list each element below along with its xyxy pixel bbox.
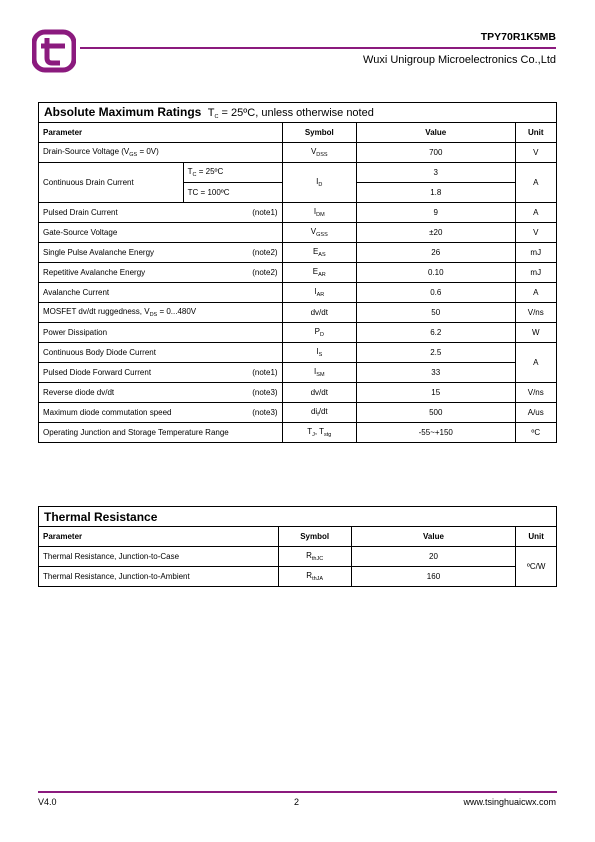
unit-cell: W bbox=[515, 323, 557, 343]
param-cell: Reverse diode dv/dt (note3) bbox=[39, 383, 283, 403]
value-cell: 2.5 bbox=[357, 343, 515, 363]
table-title: Thermal Resistance bbox=[44, 509, 158, 524]
unit-cell: A bbox=[515, 283, 557, 303]
symbol-cell: $I_D$ bbox=[282, 163, 356, 203]
unit-cell: V bbox=[515, 223, 557, 243]
param-cell: Thermal Resistance, Junction-to-Ambient bbox=[39, 567, 279, 587]
unit-cell: V/ns bbox=[515, 303, 557, 323]
symbol-cell: $E_{AS}$ bbox=[282, 243, 356, 263]
unit-cell: mJ bbox=[515, 263, 557, 283]
param-cell: Gate-Source Voltage bbox=[39, 223, 283, 243]
table-condition: $T_C$ = 25ºC, unless otherwise noted bbox=[207, 107, 374, 120]
note-ref: (note1) bbox=[252, 208, 278, 217]
note-ref: (note2) bbox=[252, 268, 278, 277]
table-row bbox=[39, 343, 557, 363]
param-cell: Pulsed Diode Forward Current (note1) bbox=[39, 363, 283, 383]
value-cell: 20 bbox=[351, 547, 516, 567]
table-row bbox=[39, 323, 557, 343]
symbol-cell: $V_{GSS}$ bbox=[282, 223, 356, 243]
table-row bbox=[39, 547, 557, 567]
value-cell: 50 bbox=[357, 303, 515, 323]
header-symbol: Symbol bbox=[282, 123, 356, 143]
table-row bbox=[39, 223, 557, 243]
absolute-maximum-ratings-table bbox=[38, 102, 557, 443]
table-row bbox=[39, 383, 557, 403]
unit-cell: V bbox=[515, 143, 557, 163]
symbol-cell: $E_{AR}$ bbox=[282, 263, 356, 283]
table-row bbox=[39, 403, 557, 423]
param-cell: Continuous Body Diode Current bbox=[39, 343, 283, 363]
symbol-cell: dv/dt bbox=[282, 383, 356, 403]
value-cell: 160 bbox=[351, 567, 516, 587]
website-link[interactable]: www.tsinghuaicwx.com bbox=[463, 797, 556, 807]
company-logo bbox=[32, 29, 76, 73]
unit-cell: mJ bbox=[515, 243, 557, 263]
footer-rule bbox=[38, 791, 557, 793]
param-cell: Avalanche Current bbox=[39, 283, 283, 303]
table-row bbox=[39, 363, 557, 383]
param-cell: Operating Junction and Storage Temperature Range bbox=[39, 423, 283, 443]
unit-cell: A bbox=[515, 343, 557, 383]
table-row bbox=[39, 303, 557, 323]
table-title-row bbox=[39, 507, 557, 527]
note-ref: (note3) bbox=[252, 388, 278, 397]
table-row bbox=[39, 143, 557, 163]
value-cell: 0.6 bbox=[357, 283, 515, 303]
value-cell: 700 bbox=[357, 143, 515, 163]
value-cell: 1.8 bbox=[357, 183, 515, 203]
value-cell: 26 bbox=[357, 243, 515, 263]
param-cell: Maximum diode commutation speed (note3) bbox=[39, 403, 283, 423]
param-cell: MOSFET dv/dt ruggedness, $V_{DS} = 0...480V$ bbox=[39, 303, 283, 323]
page-number: 2 bbox=[294, 797, 300, 807]
symbol-cell: $R_{thJC}$ bbox=[278, 547, 351, 567]
table-row bbox=[39, 243, 557, 263]
param-cell: Thermal Resistance, Junction-to-Case bbox=[39, 547, 279, 567]
unit-cell: ºC bbox=[515, 423, 557, 443]
condition-cell: $T_C$ = 25ºC bbox=[183, 163, 282, 183]
header-parameter: Parameter bbox=[39, 527, 279, 547]
value-cell: -55~+150 bbox=[357, 423, 515, 443]
table-row bbox=[39, 263, 557, 283]
param-cell: Drain-Source Voltage $(V_{GS} = 0V)$ bbox=[39, 143, 283, 163]
value-cell: 500 bbox=[357, 403, 515, 423]
table-row bbox=[39, 203, 557, 223]
header-value: Value bbox=[351, 527, 516, 547]
unit-cell: A/us bbox=[515, 403, 557, 423]
symbol-cell: $I_S$ bbox=[282, 343, 356, 363]
table-row bbox=[39, 567, 557, 587]
note-ref: (note2) bbox=[252, 248, 278, 257]
symbol-cell: $I_{DM}$ bbox=[282, 203, 356, 223]
symbol-cell: $I_{SM}$ bbox=[282, 363, 356, 383]
condition-cell: TC = 100ºC bbox=[183, 183, 282, 203]
thermal-resistance-table bbox=[38, 506, 557, 587]
value-cell: 0.10 bbox=[357, 263, 515, 283]
version-label: V4.0 bbox=[38, 797, 57, 807]
unit-cell: ºC/W bbox=[516, 547, 557, 587]
value-cell: 33 bbox=[357, 363, 515, 383]
header-unit: Unit bbox=[516, 527, 557, 547]
header-symbol: Symbol bbox=[278, 527, 351, 547]
param-cell: Continuous Drain Current bbox=[39, 163, 184, 203]
param-cell: Power Dissipation bbox=[39, 323, 283, 343]
unit-cell: A bbox=[515, 203, 557, 223]
header-unit: Unit bbox=[515, 123, 557, 143]
unit-cell: V/ns bbox=[515, 383, 557, 403]
symbol-cell: $T_J$, $T_{stg}$ bbox=[282, 423, 356, 443]
note-ref: (note1) bbox=[252, 368, 278, 377]
unit-cell: A bbox=[515, 163, 557, 203]
table-row bbox=[39, 283, 557, 303]
note-ref: (note3) bbox=[252, 408, 278, 417]
param-cell: Repetitive Avalanche Energy (note2) bbox=[39, 263, 283, 283]
symbol-cell: $di_f/dt$ bbox=[282, 403, 356, 423]
param-cell: Pulsed Drain Current (note1) bbox=[39, 203, 283, 223]
value-cell: 3 bbox=[357, 163, 515, 183]
param-cell: Single Pulse Avalanche Energy (note2) bbox=[39, 243, 283, 263]
symbol-cell: $V_{DSS}$ bbox=[282, 143, 356, 163]
symbol-cell: dv/dt bbox=[282, 303, 356, 323]
symbol-cell: $R_{thJA}$ bbox=[278, 567, 351, 587]
table-row bbox=[39, 423, 557, 443]
header-row bbox=[39, 123, 557, 143]
part-number: TPY70R1K5MB bbox=[480, 31, 556, 43]
header-rule bbox=[80, 47, 556, 49]
table-row bbox=[39, 163, 557, 183]
header-parameter: Parameter bbox=[39, 123, 283, 143]
value-cell: 9 bbox=[357, 203, 515, 223]
table-title-row bbox=[39, 103, 557, 123]
value-cell: ±20 bbox=[357, 223, 515, 243]
value-cell: 15 bbox=[357, 383, 515, 403]
symbol-cell: $I_{AR}$ bbox=[282, 283, 356, 303]
company-name: Wuxi Unigroup Microelectronics Co.,Ltd bbox=[363, 54, 556, 66]
table-title: Absolute Maximum Ratings bbox=[44, 105, 202, 119]
symbol-cell: $P_D$ bbox=[282, 323, 356, 343]
header-row bbox=[39, 527, 557, 547]
value-cell: 6.2 bbox=[357, 323, 515, 343]
header-value: Value bbox=[357, 123, 515, 143]
